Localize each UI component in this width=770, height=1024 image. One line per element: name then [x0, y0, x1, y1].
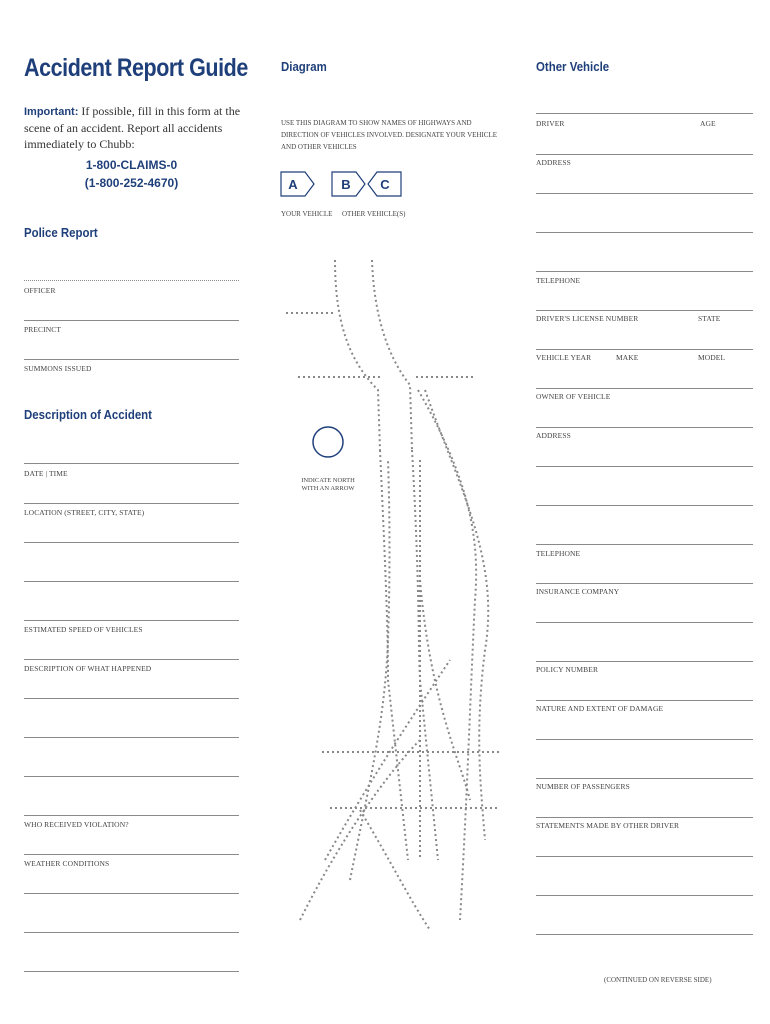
description-heading: Description of Accident [24, 407, 152, 422]
weather-field-1[interactable] [24, 893, 239, 894]
address-field-1[interactable] [536, 193, 753, 194]
owner-telephone-field[interactable] [536, 583, 753, 584]
driver-label: DRIVER [536, 119, 565, 128]
officer-label: OFFICER [24, 286, 56, 295]
vehicle-b-letter: B [341, 177, 351, 192]
what-happened-field-1[interactable] [24, 698, 239, 699]
other-vehicles-label: OTHER VEHICLE(S) [342, 210, 406, 218]
other-vehicle-top-rule [536, 113, 753, 114]
address-field-2[interactable] [536, 232, 753, 233]
what-happened-field-2[interactable] [24, 737, 239, 738]
diagram-heading: Diagram [281, 59, 327, 74]
diagram-area[interactable] [270, 160, 510, 930]
damage-label: NATURE AND EXTENT OF DAMAGE [536, 704, 664, 713]
important-note [24, 103, 254, 152]
precinct-field[interactable] [24, 359, 239, 360]
road-line-7 [420, 580, 470, 800]
statements-field-3[interactable] [536, 934, 753, 935]
precinct-label: PRECINCT [24, 325, 62, 334]
summons-field[interactable] [24, 463, 239, 464]
vehicle-a-letter: A [288, 177, 298, 192]
road-line-1 [335, 260, 380, 450]
owner-label: OWNER OF VEHICLE [536, 392, 611, 401]
police-divider [24, 280, 239, 281]
owner-field[interactable] [536, 427, 753, 428]
telephone-label: TELEPHONE [536, 276, 581, 285]
claims-phone: 1-800-CLAIMS-0 [85, 158, 178, 172]
road-line-2 [372, 260, 412, 450]
license-label: DRIVER'S LICENSE NUMBER [536, 314, 639, 323]
weather-field-3[interactable] [24, 971, 239, 972]
police-report-heading: Police Report [24, 225, 98, 240]
location-field-3[interactable] [24, 620, 239, 621]
road-line-10 [325, 660, 450, 860]
insurance-field-1[interactable] [536, 622, 753, 623]
north-instruction: INDICATE NORTH WITH AN ARROW [301, 477, 355, 492]
speed-label: ESTIMATED SPEED OF VEHICLES [24, 625, 143, 634]
date-time-field[interactable] [24, 503, 239, 504]
claims-phone-digits: (1-800-252-4670) [84, 176, 179, 190]
important-text: If possible, fill in this form at the scene of an accident. Report all accidents immediately to Chubb: [24, 104, 241, 151]
state-label: STATE [698, 314, 721, 323]
address-label: ADDRESS [536, 158, 571, 167]
diagram-instructions: USE THIS DIAGRAM TO SHOW NAMES OF HIGHWAYS AND DIRECTION OF VEHICLES INVOLVED. DESIGNATE YOUR VEHICLE AND OTHER VEHICLES [281, 119, 498, 151]
continued-note: (CONTINUED ON REVERSE SIDE) [604, 976, 712, 984]
date-time-label: DATE | TIME [24, 469, 68, 478]
vehicle-year-label: VEHICLE YEAR [536, 353, 592, 362]
make-label: MAKE [616, 353, 639, 362]
what-happened-field-4[interactable] [24, 815, 239, 816]
road-line-8 [350, 460, 390, 880]
vehicle-c-letter: C [380, 177, 390, 192]
telephone-field[interactable] [536, 310, 753, 311]
your-vehicle-label: YOUR VEHICLE [281, 210, 333, 218]
model-label: MODEL [698, 353, 726, 362]
weather-label: WEATHER CONDITIONS [24, 859, 110, 868]
vehicle-c-marker [368, 172, 401, 196]
other-vehicle-heading: Other Vehicle [536, 59, 610, 74]
driver-field[interactable] [536, 154, 753, 155]
speed-field[interactable] [24, 659, 239, 660]
location-field[interactable] [24, 542, 239, 543]
road-line-3 [380, 450, 408, 860]
location-label: LOCATION (STREET, CITY, STATE) [24, 508, 145, 517]
vehicle-b-marker [332, 172, 365, 196]
road-line-4 [412, 450, 438, 860]
policy-label: POLICY NUMBER [536, 665, 599, 674]
road-line-5 [418, 390, 476, 920]
what-happened-label: DESCRIPTION OF WHAT HAPPENED [24, 664, 152, 673]
road-line-6 [425, 390, 488, 840]
statements-label: STATEMENTS MADE BY OTHER DRIVER [536, 821, 680, 830]
road-line-11 [360, 810, 430, 930]
license-field[interactable] [536, 349, 753, 350]
insurance-label: INSURANCE COMPANY [536, 587, 620, 596]
weather-field-2[interactable] [24, 932, 239, 933]
address-field-3[interactable] [536, 271, 753, 272]
damage-field-1[interactable] [536, 739, 753, 740]
important-label: Important: [24, 106, 79, 118]
violation-label: WHO RECEIVED VIOLATION? [24, 820, 129, 829]
owner-address-field-1[interactable] [536, 466, 753, 467]
officer-field[interactable] [24, 320, 239, 321]
owner-telephone-label: TELEPHONE [536, 549, 581, 558]
location-field-2[interactable] [24, 581, 239, 582]
road-sketch [286, 260, 500, 930]
damage-field-2[interactable] [536, 778, 753, 779]
insurance-field-2[interactable] [536, 661, 753, 662]
statements-field-2[interactable] [536, 895, 753, 896]
violation-field[interactable] [24, 854, 239, 855]
vehicle-a-marker [281, 172, 314, 196]
page-title: Accident Report Guide [24, 54, 248, 82]
what-happened-field-3[interactable] [24, 776, 239, 777]
owner-address-label: ADDRESS [536, 431, 571, 440]
summons-label: SUMMONS ISSUED [24, 364, 92, 373]
statements-field-1[interactable] [536, 856, 753, 857]
passengers-label: NUMBER OF PASSENGERS [536, 782, 630, 791]
policy-field[interactable] [536, 700, 753, 701]
age-label: AGE [700, 119, 716, 128]
owner-address-field-2[interactable] [536, 505, 753, 506]
owner-address-field-3[interactable] [536, 544, 753, 545]
north-indicator-circle[interactable] [313, 427, 343, 457]
vehicle-year-field[interactable] [536, 388, 753, 389]
passengers-field[interactable] [536, 817, 753, 818]
